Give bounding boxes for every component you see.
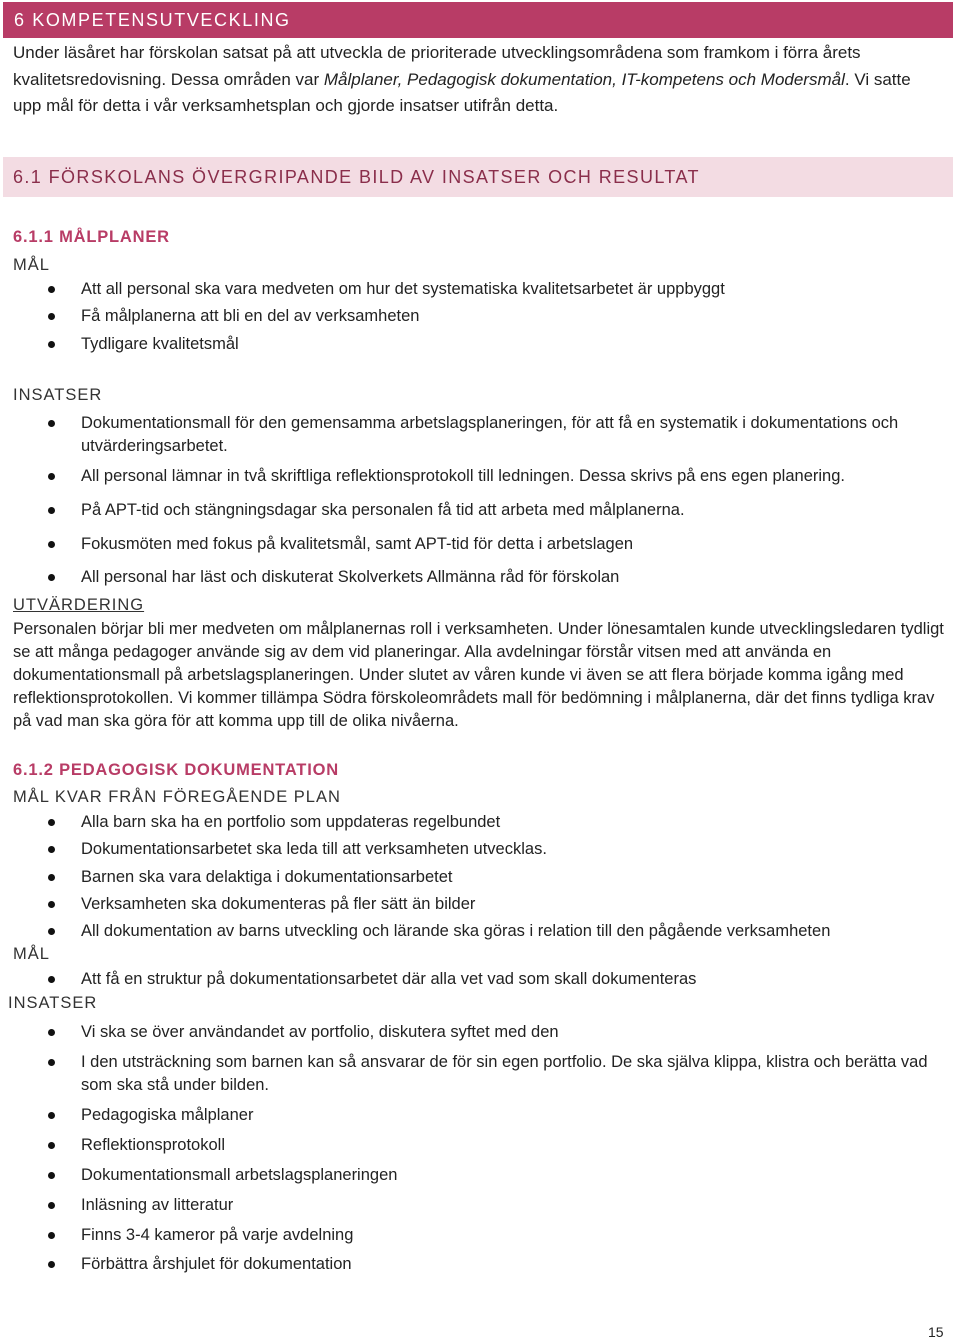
page-number: 15 [928,1324,944,1340]
pedagogisk-heading: 6.1.2 PEDAGOGISK DOKUMENTATION [13,761,339,779]
list-item: Dokumentationsarbetet ska leda till att verksamheten utvecklas. [81,838,946,861]
list-item: All personal har läst och diskuterat Skolverkets Allmänna råd för förskolan [81,566,946,589]
list-item: På APT-tid och stängningsdagar ska personalen få tid att arbeta med målplanerna. [81,499,946,522]
evaluation-label: UTVÄRDERING [13,596,145,614]
subsection-header-bar [3,157,953,197]
section-header-bar [3,2,953,38]
list-item: I den utsträckning som barnen kan så ansvarar de för sin egen portfolio. De ska själva klippa, klistra och berätta vad som ska stå under bilden. [81,1051,946,1096]
list-item: Fokusmöten med fokus på kvalitetsmål, samt APT-tid för detta i arbetslagen [81,533,946,556]
list-item: Dokumentationsmall arbetslagsplaneringen [81,1164,946,1187]
intro-text: Under läsåret har förskolan satsat på att utveckla de prioriterade utvecklingsområdena som framkom i förra årets kvalitetsredovisning. Dessa områden var [13,43,861,89]
section-title: 6 KOMPETENSUTVECKLING [14,10,291,30]
subsection-title: 6.1 FÖRSKOLANS ÖVERGRIPANDE BILD AV INSATSER OCH RESULTAT [13,167,700,187]
list-item: Förbättra årshjulet för dokumentation [81,1253,946,1276]
pedagogisk-goals-label: MÅL [13,945,50,963]
pedagogisk-actions-label: INSATSER [8,994,98,1012]
list-item: Att all personal ska vara medveten om hur det systematiska kvalitetsarbetet är uppbyggt [81,278,946,301]
list-item: Pedagogiska målplaner [81,1104,946,1127]
list-item: Barnen ska vara delaktiga i dokumentationsarbetet [81,866,946,889]
list-item: Inläsning av litteratur [81,1194,946,1217]
malplaner-goals-label: MÅL [13,256,50,274]
intro-text-end: . Vi satte upp mål för detta i vår verksamhetsplan och gjorde insatser utifrån detta. [13,69,911,115]
list-item: Reflektionsprotokoll [81,1134,946,1157]
list-item: Tydligare kvalitetsmål [81,333,946,356]
list-item: Dokumentationsmall för den gemensamma arbetslagsplaneringen, för att få en systematik i dokumentations och utvärderingsarbetet. [81,412,946,457]
list-item: Vi ska se över användandet av portfolio, diskutera syftet med den [81,1021,946,1044]
prev-goals-label: MÅL KVAR FRÅN FÖREGÅENDE PLAN [13,788,341,806]
list-item: Få målplanerna att bli en del av verksamheten [81,305,946,328]
malplaner-heading: 6.1.1 MÅLPLANER [13,228,170,246]
intro-emphasis: Målplaner, Pedagogisk dokumentation, IT-kompetens och Modersmål [323,69,845,89]
list-item: Finns 3-4 kameror på varje avdelning [81,1224,946,1247]
intro-paragraph [13,40,943,120]
list-item: Att få en struktur på dokumentationsarbetet där alla vet vad som skall dokumenteras [81,968,946,991]
malplaner-actions-label: INSATSER [13,386,103,404]
list-item: All dokumentation av barns utveckling och lärande ska göras i relation till den pågående verksamheten [81,920,946,943]
evaluation-paragraph: Personalen börjar bli mer medveten om målplanernas roll i verksamheten. Under lönesamtalen kunde utvecklingsledaren tydligt se att många pedagoger använde sig av dem vid planeringar. Alla avdelningar förstår vitsen med att använda en dokumentationsmall på arbetslagsplaneringen. Under slutet av våren kunde vi även se att flera började komma igång med reflektionsprotokollen. Vi kommer tillämpa Södra förskoleområdets mall för bedömning i målplanerna, där det finns tydliga krav på vad man ska göra för att komma upp till de olika nivåerna. [13,620,944,730]
list-item: Alla barn ska ha en portfolio som uppdateras regelbundet [81,811,946,834]
list-item: All personal lämnar in två skriftliga reflektionsprotokoll till ledningen. Dessa skrivs på ens egen planering. [81,465,946,488]
list-item: Verksamheten ska dokumenteras på fler sätt än bilder [81,893,946,916]
